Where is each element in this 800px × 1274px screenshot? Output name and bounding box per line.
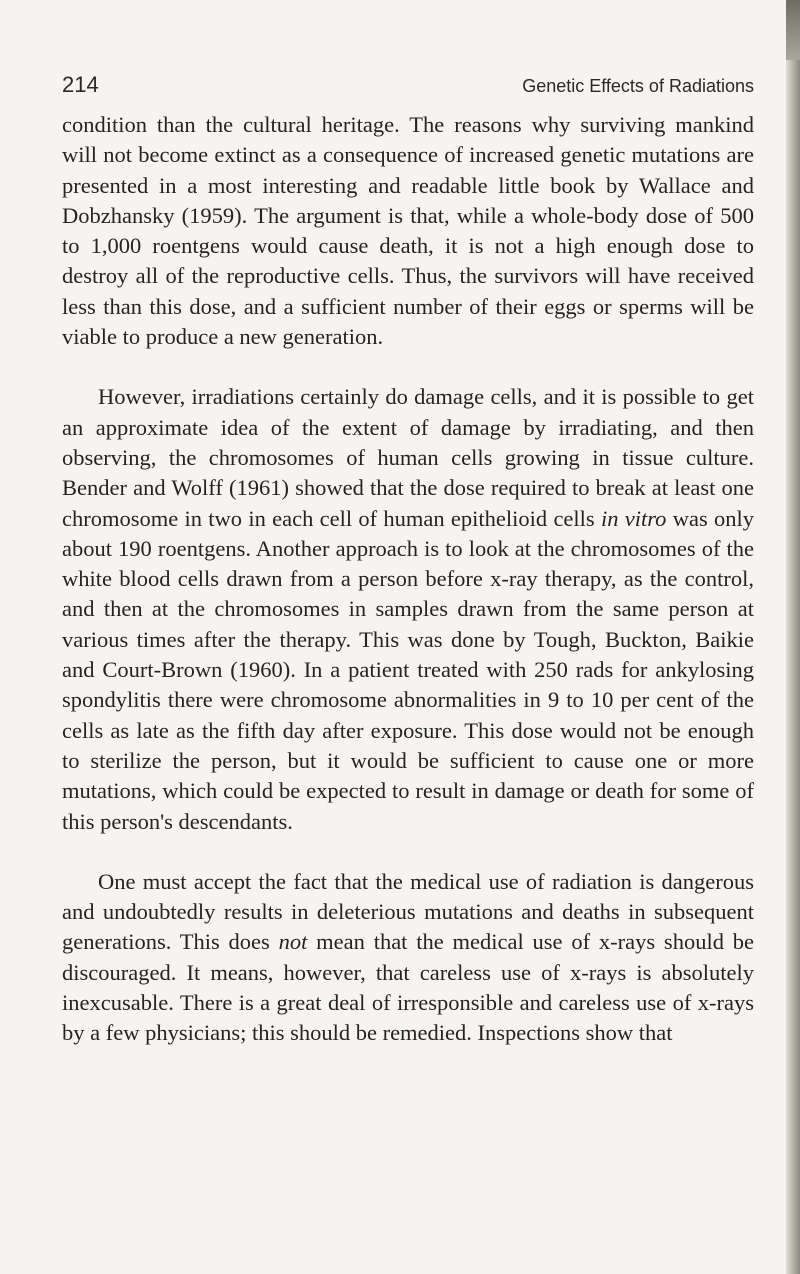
body-text	[62, 110, 754, 1049]
paragraph-2-italic: in vitro	[600, 505, 667, 531]
paragraph-1	[62, 110, 754, 352]
paragraph-1-text: condition than the cultural heritage. The reasons why surviving mankind will not become extinct as a consequence of increased genetic mutations are presented in a most interesting and readable little book by Wallace and Dobzhansky (1959). The argument is that, while a whole-body dose of 500 to 1,000 roentgens would cause death, it is not a high enough dose to destroy all of the reproductive cells. Thus, the survivors will have received less than this dose, and a sufficient number of their eggs or sperms will be viable to produce a new generation.	[62, 112, 754, 350]
paragraph-2-text-b: was only about 190 roentgens. Another approach is to look at the chromosomes of the white blood cells drawn from a person before x-ray therapy, as the control, and then at the chromosomes in samples drawn from the same person at various times after the therapy. This was done by Tough, Buckton, Baikie and Court-Brown (1960). In a patient treated with 250 rads for ankylosing spondylitis there were chromosome abnormalities in 9 to 10 per cent of the cells as late as the fifth day after exposure. This dose would not be enough to sterilize the person, but it would be sufficient to cause one or more mutations, which could be expected to result in damage or death for some of this person's descendants.	[62, 505, 754, 834]
paragraph-2	[62, 382, 754, 836]
page-edge-tab	[786, 0, 800, 60]
page-header	[62, 70, 754, 106]
paragraph-3-text-a: One must accept the fact that the medical use of radiation is dangerous and undoubtedly results in deleterious mutations and deaths in subsequent generations. This does	[62, 868, 754, 955]
paragraph-2-text-a: However, irradiations certainly do damage cells, and it is possible to get an approximate idea of the extent of damage by irradiating, and then observing, the chromosomes of human cells growing in tissue culture. Bender and Wolff (1961) showed that the dose required to break at least one chromosome in two in each cell of human epithelioid cells	[62, 384, 754, 531]
running-head: Genetic Effects of Radiations	[522, 76, 754, 96]
page-edge-shadow	[786, 0, 800, 1274]
paragraph-3-text-b: mean that the medical use of x-rays should be discouraged. It means, however, that careless use of x-rays is absolutely inexcusable. There is a great deal of irresponsible and careless use of x-rays by a few physicians; this should be remedied. Inspections show that	[62, 929, 754, 1046]
paragraph-3-italic: not	[278, 929, 308, 955]
paragraph-3	[62, 867, 754, 1049]
page-number: 214	[62, 72, 99, 97]
